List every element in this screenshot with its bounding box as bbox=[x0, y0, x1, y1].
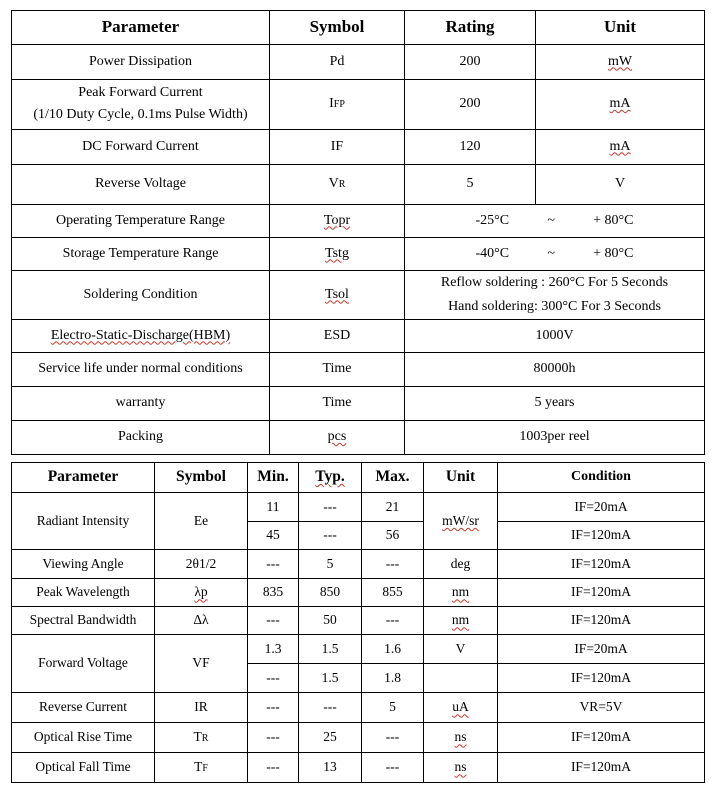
unit-cell bbox=[536, 80, 705, 130]
header-symbol: Symbol bbox=[155, 463, 248, 493]
table-row bbox=[12, 421, 705, 455]
parameter-cell: Viewing Angle bbox=[12, 550, 155, 579]
parameter-line: Peak Forward Current bbox=[78, 85, 203, 101]
table-row bbox=[12, 320, 705, 353]
symbol-main: T bbox=[194, 759, 203, 775]
typ-cell: 850 bbox=[299, 579, 362, 607]
unit-text: nm bbox=[451, 612, 470, 628]
unit-text: mA bbox=[609, 138, 631, 154]
unit-cell-empty bbox=[424, 664, 498, 693]
condition-cell: IF=120mA bbox=[498, 664, 705, 693]
header-unit: Unit bbox=[424, 463, 498, 493]
rating-cell: 200 bbox=[405, 80, 536, 130]
condition-cell: IF=20mA bbox=[498, 493, 705, 522]
symbol-subscript: R bbox=[201, 733, 209, 745]
symbol-cell bbox=[270, 238, 405, 271]
header-unit: Unit bbox=[536, 11, 705, 45]
max-cell: 855 bbox=[362, 579, 424, 607]
table-row bbox=[12, 238, 705, 271]
symbol-cell: Δλ bbox=[155, 607, 248, 635]
header-parameter: Parameter bbox=[12, 11, 270, 45]
min-cell: --- bbox=[248, 693, 299, 723]
symbol-cell: ESD bbox=[270, 320, 405, 353]
max-cell: 21 bbox=[362, 493, 424, 522]
unit-cell bbox=[424, 607, 498, 635]
unit-text: mW bbox=[607, 53, 633, 69]
table-row bbox=[12, 579, 705, 607]
unit-text: mA bbox=[609, 96, 631, 112]
characteristics-table bbox=[11, 462, 705, 783]
rating-line: Reflow soldering : 260°C For 5 Seconds bbox=[440, 274, 669, 290]
rating-cell: 5 years bbox=[405, 387, 705, 421]
unit-cell: V bbox=[536, 165, 705, 205]
symbol-cell bbox=[270, 271, 405, 320]
symbol-text: Tstg bbox=[325, 245, 349, 261]
rating-line: Hand soldering: 300°C For 3 Seconds bbox=[448, 298, 661, 314]
table-row bbox=[12, 80, 705, 130]
max-cell: 5 bbox=[362, 693, 424, 723]
rating-range-cell bbox=[405, 238, 705, 271]
symbol-main: I bbox=[329, 96, 334, 112]
parameter-cell: Forward Voltage bbox=[12, 635, 155, 693]
min-cell: --- bbox=[248, 723, 299, 753]
unit-text: uA bbox=[452, 699, 469, 715]
table-row bbox=[12, 387, 705, 421]
parameter-cell: Reverse Current bbox=[12, 693, 155, 723]
rating-cell: 80000h bbox=[405, 353, 705, 387]
max-cell: 1.8 bbox=[362, 664, 424, 693]
min-cell: 11 bbox=[248, 493, 299, 522]
min-cell: 45 bbox=[248, 522, 299, 550]
parameter-cell: Power Dissipation bbox=[12, 45, 270, 80]
unit-text: mW/sr bbox=[442, 512, 479, 528]
typ-cell: 5 bbox=[299, 550, 362, 579]
symbol-text: Topr bbox=[323, 212, 351, 228]
range-separator: ~ bbox=[547, 245, 555, 261]
rating-cell: 120 bbox=[405, 130, 536, 165]
max-cell: --- bbox=[362, 723, 424, 753]
unit-text: ns bbox=[454, 729, 467, 745]
symbol-cell bbox=[155, 753, 248, 783]
table-header-row bbox=[12, 11, 705, 45]
parameter-cell: Storage Temperature Range bbox=[12, 238, 270, 271]
parameter-cell: Reverse Voltage bbox=[12, 165, 270, 205]
table-row bbox=[12, 493, 705, 522]
symbol-cell bbox=[270, 165, 405, 205]
symbol-cell: VF bbox=[155, 635, 248, 693]
table-row bbox=[12, 723, 705, 753]
symbol-main: V bbox=[328, 176, 339, 192]
table-row bbox=[12, 165, 705, 205]
header-parameter: Parameter bbox=[12, 463, 155, 493]
parameter-cell: Radiant Intensity bbox=[12, 493, 155, 550]
typ-cell: 1.5 bbox=[299, 664, 362, 693]
condition-cell: IF=120mA bbox=[498, 579, 705, 607]
max-cell: --- bbox=[362, 550, 424, 579]
parameter-cell bbox=[12, 80, 270, 130]
header-typ-text: Typ. bbox=[315, 468, 345, 486]
symbol-cell: Ee bbox=[155, 493, 248, 550]
unit-cell: V bbox=[424, 635, 498, 664]
parameter-text: Electro-Static-Discharge(HBM) bbox=[50, 327, 231, 343]
symbol-cell: IF bbox=[270, 130, 405, 165]
condition-cell: IF=120mA bbox=[498, 550, 705, 579]
min-cell: --- bbox=[248, 664, 299, 693]
table-row bbox=[12, 271, 705, 320]
typ-cell: 25 bbox=[299, 723, 362, 753]
parameter-cell: Service life under normal conditions bbox=[12, 353, 270, 387]
parameter-cell: Optical Rise Time bbox=[12, 723, 155, 753]
min-cell: --- bbox=[248, 607, 299, 635]
typ-cell: 50 bbox=[299, 607, 362, 635]
range-max: + 80°C bbox=[593, 245, 634, 261]
symbol-subscript: R bbox=[338, 179, 346, 191]
symbol-cell bbox=[270, 205, 405, 238]
range-max: + 80°C bbox=[593, 212, 634, 228]
symbol-text: pcs bbox=[327, 429, 347, 445]
unit-cell bbox=[536, 130, 705, 165]
table-header-row bbox=[12, 463, 705, 493]
parameter-cell: Peak Wavelength bbox=[12, 579, 155, 607]
min-cell: 1.3 bbox=[248, 635, 299, 664]
header-condition: Condition bbox=[498, 463, 705, 493]
condition-cell: VR=5V bbox=[498, 693, 705, 723]
typ-cell: --- bbox=[299, 693, 362, 723]
parameter-cell: Optical Fall Time bbox=[12, 753, 155, 783]
table-row bbox=[12, 607, 705, 635]
symbol-cell: Pd bbox=[270, 45, 405, 80]
parameter-cell: Packing bbox=[12, 421, 270, 455]
ratings-table bbox=[11, 10, 705, 455]
header-max: Max. bbox=[362, 463, 424, 493]
unit-cell: deg bbox=[424, 550, 498, 579]
condition-cell: IF=120mA bbox=[498, 753, 705, 783]
symbol-main: T bbox=[193, 729, 202, 745]
symbol-cell bbox=[270, 421, 405, 455]
header-symbol: Symbol bbox=[270, 11, 405, 45]
min-cell: --- bbox=[248, 550, 299, 579]
parameter-cell: Soldering Condition bbox=[12, 271, 270, 320]
parameter-line: (1/10 Duty Cycle, 0.1ms Pulse Width) bbox=[33, 107, 248, 122]
unit-text: ns bbox=[454, 759, 467, 775]
unit-cell bbox=[424, 579, 498, 607]
unit-cell bbox=[424, 693, 498, 723]
unit-cell bbox=[424, 493, 498, 550]
range-min: -40°C bbox=[475, 245, 510, 261]
unit-text: nm bbox=[451, 584, 470, 600]
range-min: -25°C bbox=[475, 212, 510, 228]
parameter-cell: Spectral Bandwidth bbox=[12, 607, 155, 635]
rating-range-cell bbox=[405, 205, 705, 238]
typ-cell: 13 bbox=[299, 753, 362, 783]
unit-cell bbox=[424, 753, 498, 783]
temperature-range bbox=[476, 213, 634, 230]
rating-cell: 1000V bbox=[405, 320, 705, 353]
condition-cell: IF=120mA bbox=[498, 522, 705, 550]
symbol-subscript: F bbox=[202, 763, 208, 775]
header-rating: Rating bbox=[405, 11, 536, 45]
symbol-cell bbox=[155, 579, 248, 607]
rating-cell bbox=[405, 271, 705, 320]
rating-cell: 5 bbox=[405, 165, 536, 205]
temperature-range bbox=[476, 246, 634, 263]
header-typ bbox=[299, 463, 362, 493]
typ-cell: 1.5 bbox=[299, 635, 362, 664]
parameter-cell: warranty bbox=[12, 387, 270, 421]
rating-cell: 200 bbox=[405, 45, 536, 80]
table-row bbox=[12, 550, 705, 579]
symbol-text: λp bbox=[194, 584, 208, 600]
min-cell: --- bbox=[248, 753, 299, 783]
parameter-cell: DC Forward Current bbox=[12, 130, 270, 165]
symbol-subscript: FP bbox=[333, 99, 345, 111]
unit-cell bbox=[536, 45, 705, 80]
max-cell: --- bbox=[362, 753, 424, 783]
typ-cell: --- bbox=[299, 493, 362, 522]
max-cell: 1.6 bbox=[362, 635, 424, 664]
symbol-cell bbox=[270, 80, 405, 130]
symbol-cell bbox=[155, 723, 248, 753]
range-separator: ~ bbox=[547, 212, 555, 228]
parameter-cell bbox=[12, 320, 270, 353]
table-row bbox=[12, 45, 705, 80]
rating-cell: 1003per reel bbox=[405, 421, 705, 455]
unit-cell bbox=[424, 723, 498, 753]
table-row bbox=[12, 205, 705, 238]
typ-cell: --- bbox=[299, 522, 362, 550]
parameter-cell: Operating Temperature Range bbox=[12, 205, 270, 238]
min-cell: 835 bbox=[248, 579, 299, 607]
table-row bbox=[12, 635, 705, 664]
max-cell: 56 bbox=[362, 522, 424, 550]
symbol-text: Tsol bbox=[325, 286, 349, 302]
table-row bbox=[12, 693, 705, 723]
symbol-cell: IR bbox=[155, 693, 248, 723]
condition-cell: IF=20mA bbox=[498, 635, 705, 664]
max-cell: --- bbox=[362, 607, 424, 635]
table-row bbox=[12, 353, 705, 387]
header-min: Min. bbox=[248, 463, 299, 493]
symbol-cell: 2θ1/2 bbox=[155, 550, 248, 579]
condition-cell: IF=120mA bbox=[498, 607, 705, 635]
table-row bbox=[12, 130, 705, 165]
condition-cell: IF=120mA bbox=[498, 723, 705, 753]
symbol-cell: Time bbox=[270, 387, 405, 421]
symbol-cell: Time bbox=[270, 353, 405, 387]
table-row bbox=[12, 753, 705, 783]
